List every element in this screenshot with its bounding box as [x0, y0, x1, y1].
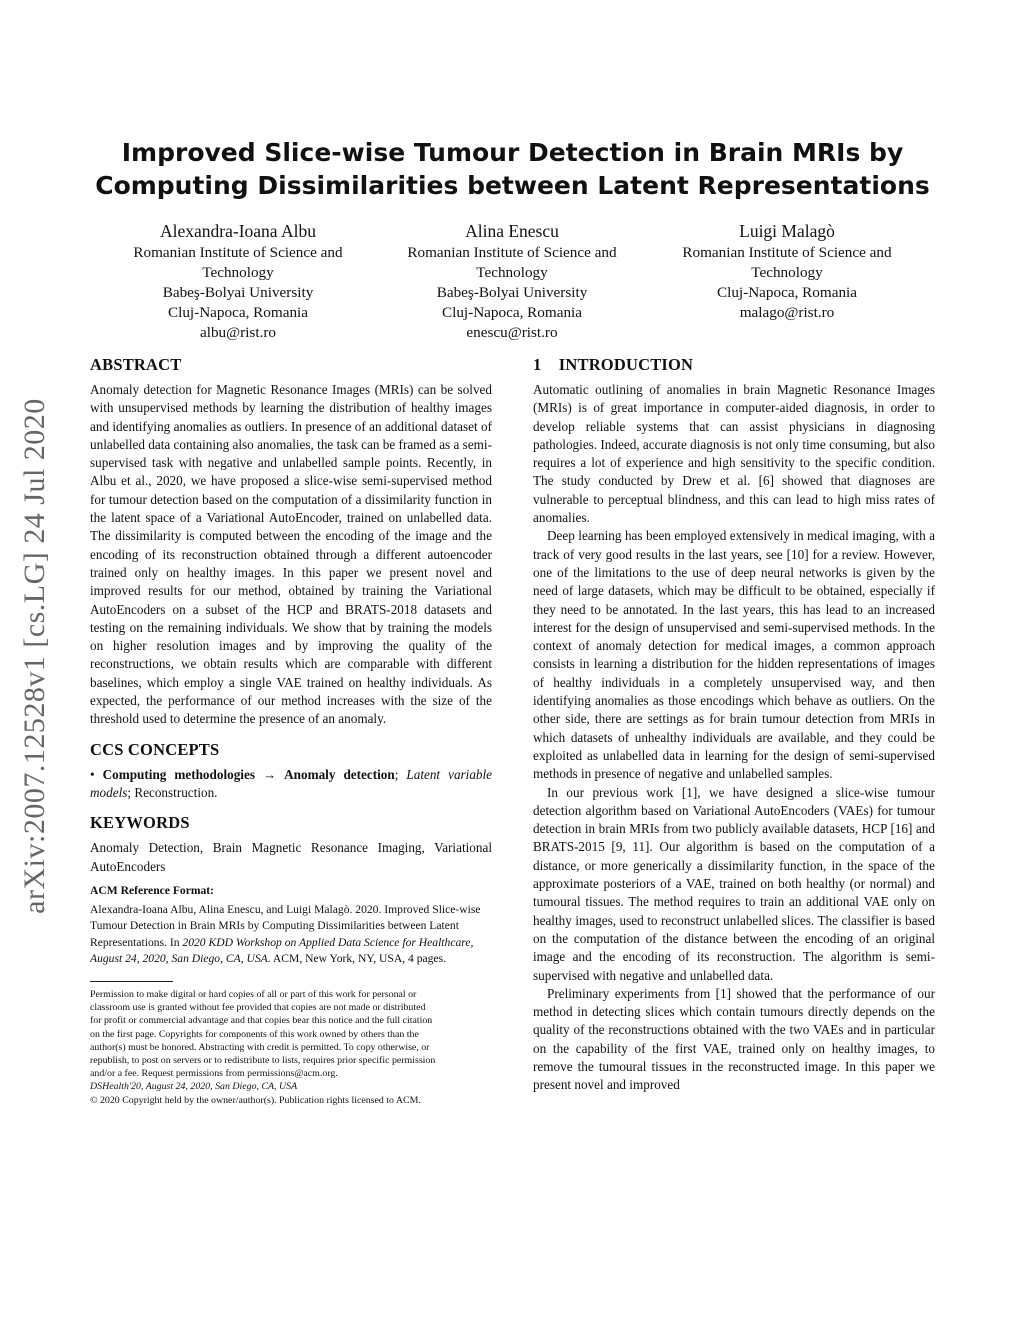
author-name: Luigi Malagò — [739, 221, 835, 241]
arxiv-identifier — [10, 366, 60, 946]
acm-reference-part: . ACM, New York, NY, USA, 4 pages. — [267, 951, 446, 965]
author-affiliation: Cluj-Napoca, Romania — [716, 284, 858, 301]
permission-notice — [90, 988, 492, 1107]
author-affiliation: Romanian Institute of Science and — [133, 244, 343, 261]
arxiv-identifier-text: arXiv:2007.12528v1 [cs.LG] 24 Jul 2020 — [18, 398, 51, 914]
permission-line: on the first page. Copyrights for components of this work owned by others than the — [90, 1028, 419, 1040]
title-line-2: Computing Dissimilarities between Latent Representations — [95, 171, 930, 200]
title-line-1: Improved Slice-wise Tumour Detection in Brain MRIs by — [121, 138, 904, 167]
acm-reference-venue: 2020 KDD Workshop on Applied Data Science for Healthcare, August 24, 2020, San Diego, CA, USA — [90, 935, 474, 965]
author-email: albu@rist.ro — [200, 324, 276, 341]
author-affiliation: Romanian Institute of Science and — [682, 244, 892, 261]
author-email: malago@rist.ro — [739, 304, 835, 321]
ccs-term: Computing methodologies — [102, 766, 255, 782]
keywords-text: Anomaly Detection, Brain Magnetic Resonance Imaging, Variational AutoEncoders — [90, 840, 492, 874]
author-affiliation: Cluj-Napoca, Romania — [167, 304, 309, 321]
permission-line: author(s) must be honored. Abstracting with credit is permitted. To copy otherwise, or — [90, 1041, 430, 1053]
ccs-term: Anomaly detection — [284, 766, 395, 782]
permission-line: classroom use is granted without fee provided that copies are not made or distributed — [90, 1002, 426, 1014]
intro-paragraph-1: Automatic outlining of anomalies in brain Magnetic Resonance Images (MRIs) is of great importance in computer-aided diagnosis, in order to develop reliable systems that can assist physicians in diagnosing pathologies. Indeed, accurate diagnosis is not only time consuming, but also requires a lot of experience and high sensitivity to the specific condition. The study conducted by Drew et al. [6] showed that diagnoses are vulnerable to perceptual blindness, and this can lead to high miss rates of anomalies. — [533, 382, 935, 526]
abstract-text: Anomaly detection for Magnetic Resonance Images (MRIs) can be solved with unsupervised methods by learning the distribution of healthy images and identifying anomalies as outliers. In presence of an additional dataset of unlabelled data containing also anomalies, the task can be framed as a semi-supervised task with negative and unlabelled sample points. Recently, in Albu et al., 2020, we have proposed a slice-wise semi-supervised method for tumour detection based on the computation of a dissimilarity function in the latent space of a Variational AutoEncoder, trained on unlabelled data. The dissimilarity is computed between the encoding of the image and the encoding of its reconstruction obtained through a different autoencoder trained only on healthy images. In this paper we present novel and improved results for our method, obtained by training the Variational AutoEncoders on a subset of the HCP and BRATS-2018 datasets and testing on the remaining individuals. We show that by training the models on higher resolution images and by improving the quality of the reconstructions, we obtain results which are comparable with different baselines, which employ a single VAE trained on healthy individuals. As expected, the performance of our method increases with the size of the threshold used to determine the presence of an anomaly. — [90, 382, 492, 727]
acm-reference-text — [90, 902, 492, 967]
permission-line: and/or a fee. Request permissions from permissions@acm.org. — [90, 1068, 338, 1080]
author-name: Alina Enescu — [465, 221, 559, 241]
author-name: Alexandra-Ioana Albu — [160, 221, 316, 241]
keywords-heading: KEYWORDS — [90, 813, 190, 833]
ccs-heading: CCS CONCEPTS — [90, 739, 220, 759]
ccs-concepts — [90, 766, 492, 803]
permission-line: for profit or commercial advantage and that copies bear this notice and the full citation — [90, 1015, 433, 1027]
left-column — [90, 355, 492, 1107]
author-affiliation: Technology — [202, 264, 274, 281]
author-block-3 — [652, 220, 922, 323]
right-column — [533, 355, 935, 1095]
copyright-line: © 2020 Copyright held by the owner/author(s). Publication rights licensed to ACM. — [90, 1094, 421, 1106]
introduction-heading: 1 INTRODUCTION — [533, 355, 694, 374]
abstract-heading: ABSTRACT — [90, 355, 182, 374]
ccs-term: Latent variable models — [90, 766, 493, 800]
permission-line: republish, to post on servers or to redistribute to lists, requires prior specific permission — [90, 1054, 436, 1066]
ccs-arrow: → — [262, 766, 277, 782]
intro-paragraph-3: In our previous work [1], we have designed a slice-wise tumour detection algorithm based on Variational AutoEncoders (VAEs) for tumour detection in brain MRIs from two publicly available datasets, HCP [16] and BRATS-2015 [9, 11]. Our algorithm is based on the computation of a distance, or more generically a dissimilarity function, in the space of the approximate posteriors of a VAE, trained on both healthy (or normal) and tumoural tissues. The method requires to train an additional VAE only on healthy images, used to reconstruct unlabelled slices. The classifier is based on the computation of the distance between the encoding of an original image and the encoding of its reconstruction. The algorithm is semi-supervised with negative and unlabelled data. — [533, 784, 935, 983]
conference-venue: DSHealth'20, August 24, 2020, San Diego, CA, USA — [90, 1081, 298, 1093]
ccs-bullet: • — [90, 766, 95, 782]
ccs-rest: ; Reconstruction. — [127, 784, 218, 800]
acm-reference-heading: ACM Reference Format: — [90, 883, 215, 897]
author-affiliation: Babeş-Bolyai University — [162, 284, 314, 301]
author-block-1 — [103, 220, 373, 343]
author-affiliation: Romanian Institute of Science and — [407, 244, 617, 261]
footnote-divider — [90, 981, 173, 982]
permission-line: Permission to make digital or hard copies of all or part of this work for personal or — [90, 988, 417, 1000]
author-affiliation: Cluj-Napoca, Romania — [441, 304, 583, 321]
author-block-2 — [377, 220, 647, 343]
author-affiliation: Technology — [476, 264, 548, 281]
ccs-separator: ; — [394, 766, 399, 782]
paper-title — [90, 136, 935, 202]
author-affiliation: Babeş-Bolyai University — [436, 284, 588, 301]
author-email: enescu@rist.ro — [466, 324, 558, 341]
acm-reference-part: Alexandra-Ioana Albu, Alina Enescu, and Luigi Malagò. 2020. Improved Slice-wise Tumour Detection in Brain MRIs by Computing Dissimilarities between Latent Representations. In — [90, 903, 481, 949]
intro-paragraph-2: Deep learning has been employed extensively in medical imaging, with a track of very good results in the last years, see [10] for a review. However, one of the limitations to the use of deep neural networks is given by the need of large datasets, which may be difficult to be obtained, especially if they need to be annotated. In the last years, this has lead to an increased interest for the design of unsupervised and semi-supervised methods. In the context of anomaly detection for medical images, a common approach consists in learning a distribution for the hidden representations of images of healthy individuals in a completely unsupervised way, and then identifying anomalies as those encodings which behave as outliers. On the other side, there are settings as for brain tumour detection from MRIs in which datasets of unhealthy individuals are available, and they could be exploited as unlabelled data in learning for the design of semi-supervised methods in presence of negative and unlabelled samples. — [533, 528, 935, 782]
intro-paragraph-4: Preliminary experiments from [1] showed that the performance of our method in detecting slices which contain tumours directly depends on the quality of the reconstructions obtained with the two VAEs and in particular on the capability of the first VAE, trained only on healthy images, to remove the tumoural tissues in the reconstructed image. In this paper we present novel and improved — [533, 985, 935, 1093]
author-affiliation: Technology — [751, 264, 823, 281]
